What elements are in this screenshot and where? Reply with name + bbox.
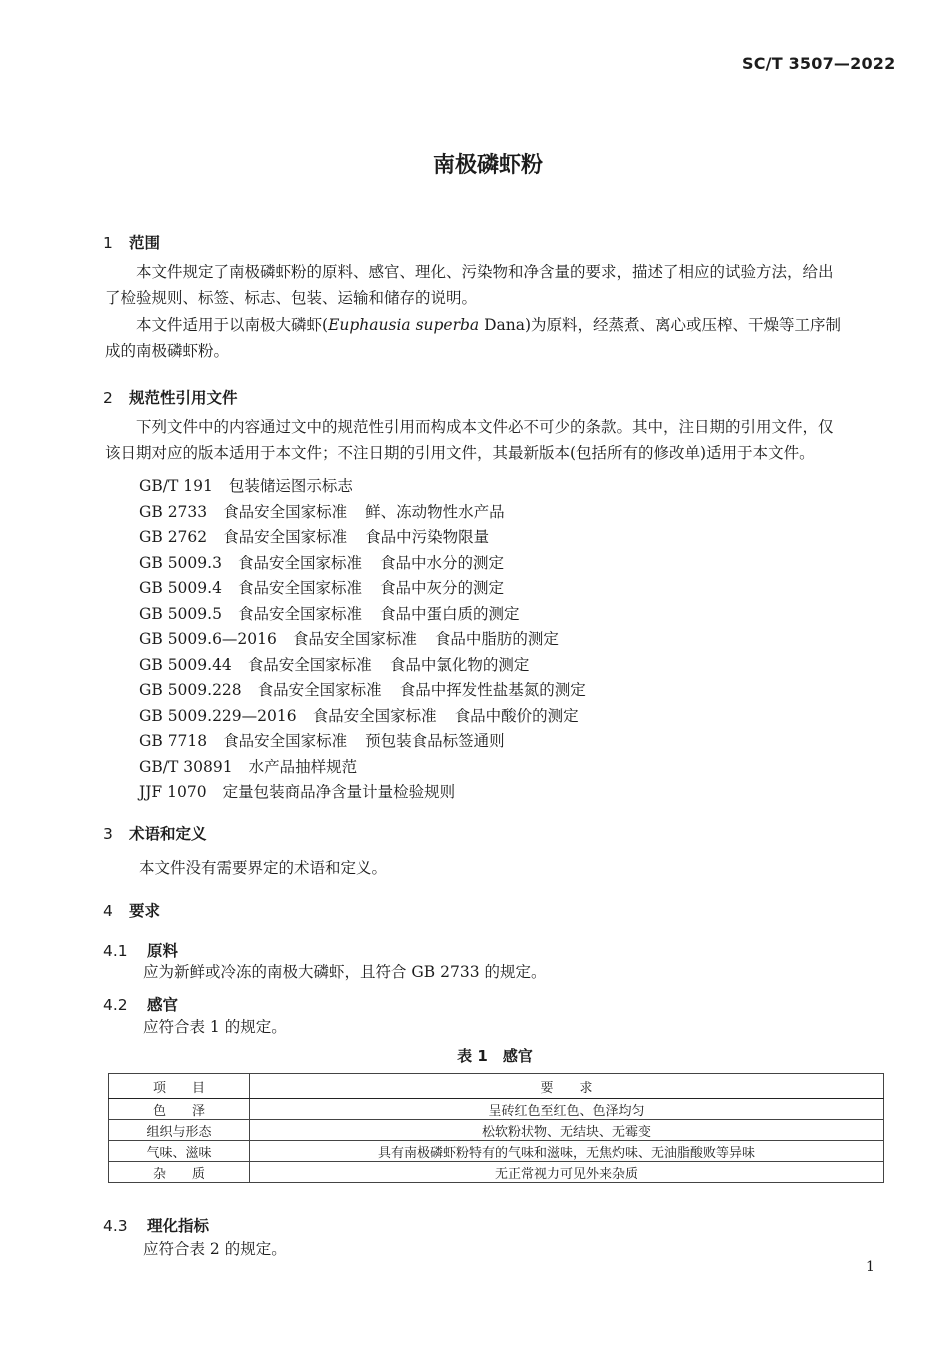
- section-3-paragraph: 本文件没有需要界定的术语和定义。: [139, 859, 388, 877]
- section-title: 范围: [129, 234, 161, 252]
- subsection-title: 原料: [147, 942, 179, 960]
- reference-item: GB 5009.229—2016 食品安全国家标准 食品中酸价的测定: [139, 707, 579, 725]
- section-1-paragraph-2: 本文件适用于以南极大磷虾(Euphausia superba Dana)为原料，经蒸煮、离心或压榨、干燥等工序制 成的南极磷虾粉。: [105, 316, 842, 360]
- table-header-item: 项 目: [109, 1074, 250, 1099]
- subsection-title: 感官: [147, 996, 179, 1014]
- table-row: [109, 1120, 884, 1141]
- section-title: 术语和定义: [129, 825, 207, 843]
- reference-item: GB 5009.3 食品安全国家标准 食品中水分的测定: [139, 554, 504, 572]
- table-row: [109, 1162, 884, 1183]
- subsection-4-3-text: 应符合表 2 的规定。: [143, 1240, 287, 1258]
- table-header-row: [109, 1074, 884, 1099]
- reference-item: GB 2762 食品安全国家标准 食品中污染物限量: [139, 528, 490, 546]
- subsection-4-1-text: 应为新鲜或冷冻的南极大磷虾，且符合 GB 2733 的规定。: [143, 963, 547, 981]
- section-3-heading: [103, 822, 207, 844]
- reference-item: GB/T 30891 水产品抽样规范: [139, 758, 358, 776]
- section-1-paragraph-1: 本文件规定了南极磷虾粉的原料、感官、理化、污染物和净含量的要求，描述了相应的试验方法，给出 了检验规则、标签、标志、包装、运输和储存的说明。: [105, 263, 834, 307]
- section-number: 2: [103, 389, 113, 407]
- standard-code: SC/T 3507—2022: [742, 54, 896, 73]
- table-row: [109, 1141, 884, 1162]
- section-title: 要求: [129, 902, 161, 920]
- table-1-caption: 表 1 感官: [457, 1047, 533, 1065]
- section-1-heading: [103, 231, 160, 253]
- page-number: 1: [866, 1259, 875, 1275]
- subsection-4-2-heading: [103, 993, 178, 1015]
- subsection-title: 理化指标: [147, 1217, 210, 1235]
- reference-item: GB 5009.228 食品安全国家标准 食品中挥发性盐基氮的测定: [139, 681, 586, 699]
- subsection-4-2-text: 应符合表 1 的规定。: [143, 1018, 287, 1036]
- subsection-4-3-heading: [103, 1214, 209, 1236]
- subsection-number: 4.2: [103, 996, 128, 1014]
- table-cell-requirement: 无正常视力可见外来杂质: [250, 1162, 884, 1183]
- species-name: Euphausia superba: [328, 316, 480, 334]
- section-2-paragraph-1: 下列文件中的内容通过文中的规范性引用而构成本文件必不可少的条款。其中，注日期的引用文件，仅 该日期对应的版本适用于本文件；不注日期的引用文件，其最新版本(包括所有的修改单)适用于本文件。: [105, 418, 834, 462]
- section-2-heading: [103, 386, 238, 408]
- reference-item: GB 2733 食品安全国家标准 鲜、冻动物性水产品: [139, 503, 505, 521]
- document-title: 南极磷虾粉: [432, 153, 543, 178]
- table-cell-requirement: 松软粉状物、无结块、无霉变: [250, 1120, 884, 1141]
- table-cell-item: 组织与形态: [109, 1120, 250, 1141]
- section-title: 规范性引用文件: [129, 389, 238, 407]
- table-row: [109, 1099, 884, 1120]
- table-header-requirement: 要 求: [250, 1074, 884, 1099]
- table-cell-requirement: 呈砖红色至红色、色泽均匀: [250, 1099, 884, 1120]
- table-cell-item: 色 泽: [109, 1099, 250, 1120]
- section-number: 3: [103, 825, 113, 843]
- subsection-number: 4.3: [103, 1217, 128, 1235]
- table-1-sensory: [108, 1073, 884, 1183]
- table-cell-requirement: 具有南极磷虾粉特有的气味和滋味，无焦灼味、无油脂酸败等异味: [250, 1141, 884, 1162]
- reference-item: GB 5009.5 食品安全国家标准 食品中蛋白质的测定: [139, 605, 520, 623]
- reference-item: GB 5009.44 食品安全国家标准 食品中氯化物的测定: [139, 656, 530, 674]
- reference-item: GB 7718 食品安全国家标准 预包装食品标签通则: [139, 732, 505, 750]
- subsection-number: 4.1: [103, 942, 128, 960]
- reference-item: GB 5009.4 食品安全国家标准 食品中灰分的测定: [139, 579, 504, 597]
- subsection-4-1-heading: [103, 939, 178, 961]
- reference-item: GB 5009.6—2016 食品安全国家标准 食品中脂肪的测定: [139, 630, 559, 648]
- table-cell-item: 杂 质: [109, 1162, 250, 1183]
- reference-item: GB/T 191 包装储运图示标志: [139, 477, 353, 495]
- section-number: 4: [103, 902, 113, 920]
- section-number: 1: [103, 234, 113, 252]
- section-4-heading: [103, 899, 160, 921]
- reference-item: JJF 1070 定量包装商品净含量计量检验规则: [139, 783, 456, 801]
- table-cell-item: 气味、滋味: [109, 1141, 250, 1162]
